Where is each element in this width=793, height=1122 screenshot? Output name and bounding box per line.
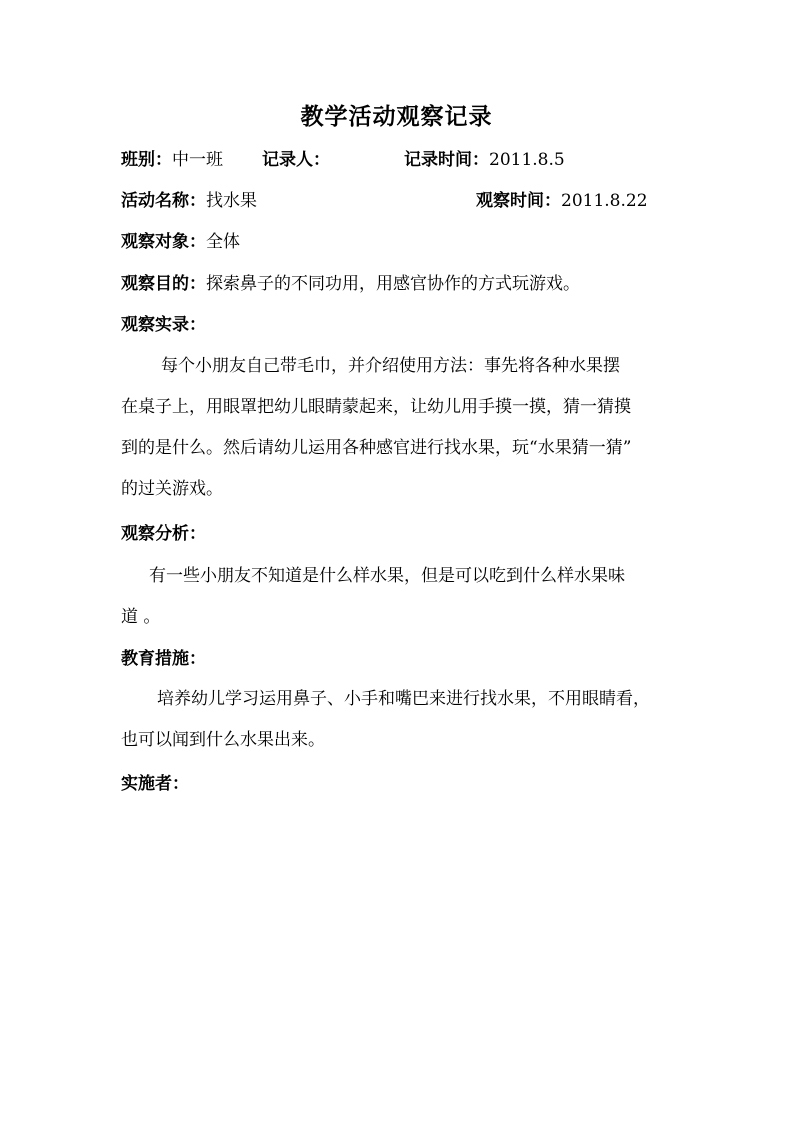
implementer-label: 实施者： xyxy=(121,774,189,794)
record-time-value: 2011.8.5 xyxy=(489,150,565,170)
target-label: 观察对象： xyxy=(121,232,206,252)
record-time-label: 记录时间： xyxy=(404,150,489,170)
analysis-label: 观察分析： xyxy=(121,524,206,544)
record-line: 到的是什么。然后请幼儿运用各种感官进行找水果，玩“水果猜一猜” xyxy=(121,438,632,458)
record-line: 每个小朋友自己带毛巾，并介绍使用方法：事先将各种水果摆 xyxy=(161,356,620,376)
activity-label: 活动名称： xyxy=(121,191,206,211)
purpose-value: 探索鼻子的不同功用，用感官协作的方式玩游戏。 xyxy=(206,274,580,294)
record-time-row xyxy=(404,148,565,172)
observe-time-label: 观察时间： xyxy=(476,191,561,211)
recorder-row xyxy=(262,148,330,172)
record-line: 的过关游戏。 xyxy=(121,479,223,499)
observe-time-value: 2011.8.22 xyxy=(561,191,648,211)
analysis-paragraph xyxy=(121,556,691,638)
measures-line: 也可以闻到什么水果出来。 xyxy=(121,730,325,750)
activity-value: 找水果 xyxy=(206,191,257,211)
record-heading xyxy=(121,313,206,337)
measures-paragraph xyxy=(121,679,691,761)
analysis-heading xyxy=(121,522,206,546)
analysis-line: 道 。 xyxy=(121,607,161,627)
record-paragraph xyxy=(121,346,691,510)
class-label: 班别： xyxy=(121,150,172,170)
purpose-label: 观察目的： xyxy=(121,274,206,294)
measures-line: 培养幼儿学习运用鼻子、小手和嘴巴来进行找水果，不用眼睛看， xyxy=(157,689,650,709)
class-value: 中一班 xyxy=(172,150,223,170)
purpose-row xyxy=(121,272,580,296)
observe-time-row xyxy=(476,189,648,213)
record-line: 在桌子上，用眼罩把幼儿眼睛蒙起来，让幼儿用手摸一摸，猜一猜摸 xyxy=(121,397,631,417)
measures-label: 教育措施： xyxy=(121,649,206,669)
record-label: 观察实录： xyxy=(121,315,206,335)
document-title: 教学活动观察记录 xyxy=(300,103,493,130)
recorder-label: 记录人： xyxy=(262,150,330,170)
target-row xyxy=(121,230,240,254)
analysis-line: 有一些小朋友不知道是什么样水果，但是可以吃到什么样水果味 xyxy=(149,566,625,586)
class-row xyxy=(121,148,223,172)
activity-row xyxy=(121,189,257,213)
target-value: 全体 xyxy=(206,232,240,252)
measures-heading xyxy=(121,647,206,671)
implementer-row xyxy=(121,772,189,796)
